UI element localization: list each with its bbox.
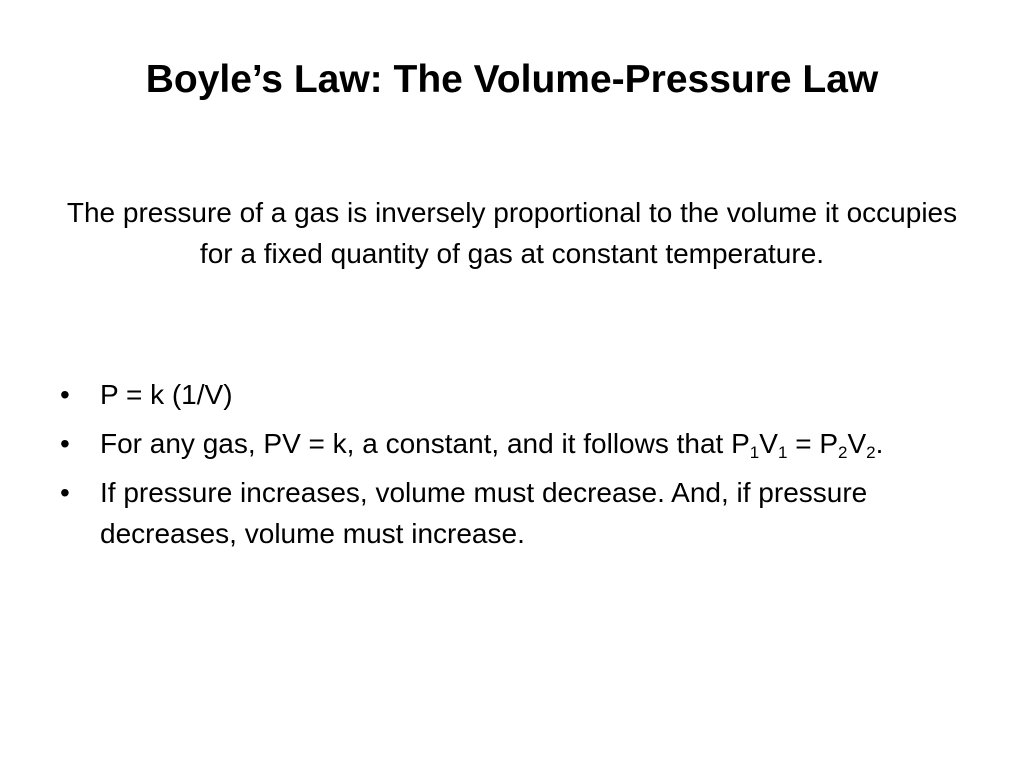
bullet-marker: • [60,379,70,410]
subscript: 2 [866,443,876,462]
bullet-text: If pressure increases, volume must decrease. And, if pressure decreases, volume must increase. [100,477,868,549]
bullet-text: P = k (1/V) [100,379,233,410]
subscript: 2 [838,443,848,462]
bullet-item-proportionality [60,374,950,415]
bullet-item-inverse-relation [60,472,950,554]
bullet-text-part: V [847,428,867,459]
bullet-text-part: = P [787,428,839,459]
bullet-text-part: . [875,428,884,459]
bullet-marker: • [60,477,70,508]
bullet-text-part: V [759,428,778,459]
bullet-text-part: For any gas, PV = k, a constant, and it follows that P [100,428,750,459]
bullet-list [60,374,950,562]
bullet-marker: • [60,428,70,459]
subscript: 1 [777,443,788,462]
intro-paragraph: The pressure of a gas is inversely proportional to the volume it occupies for a fixed quantity of gas at constant temperature. [66,197,958,269]
bullet-item-constant [60,423,950,464]
subscript: 1 [749,443,760,462]
slide-title: Boyle’s Law: The Volume-Pressure Law [145,58,879,101]
bullet-text [100,428,884,462]
